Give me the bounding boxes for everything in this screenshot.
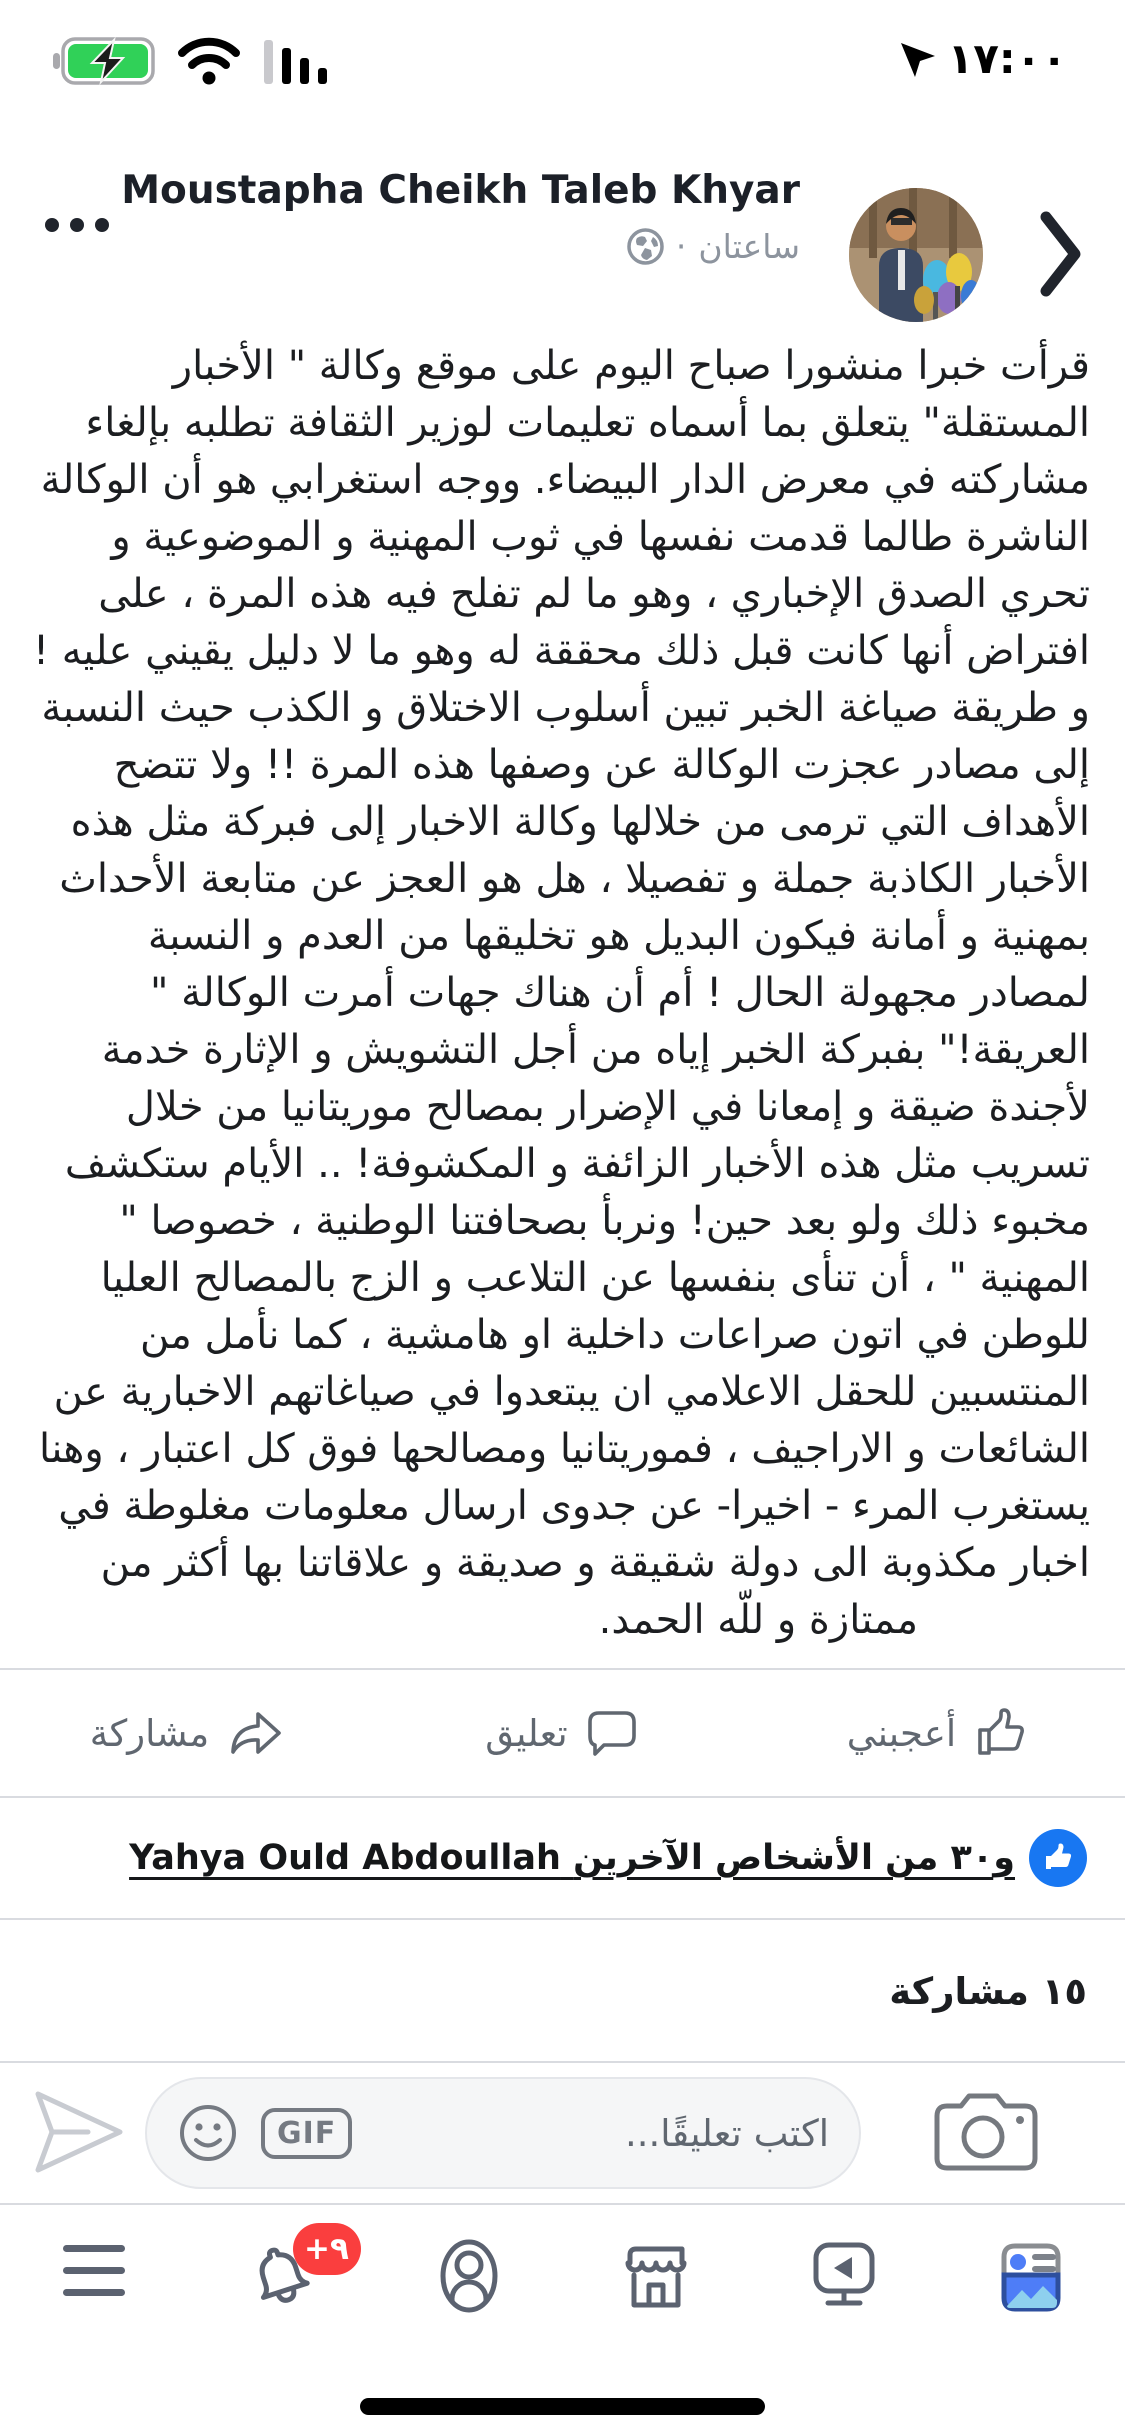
gif-button[interactable]: GIF [261, 2108, 352, 2159]
tab-menu[interactable] [0, 2205, 188, 2365]
comment-bubble-icon [586, 1706, 640, 1760]
post-text-line: ممتازة و للّه الحمد. [598, 1597, 918, 1643]
author-avatar[interactable] [849, 188, 983, 322]
like-label: أعجبني [846, 1711, 957, 1755]
likes-summary-link[interactable] [129, 1838, 1015, 1878]
cellular-signal-icon [262, 36, 342, 86]
globe-privacy-icon [627, 228, 664, 265]
battery-icon [52, 36, 156, 86]
storefront-icon [620, 2237, 692, 2365]
post-text-line: يستغرب المرء - اخيرا- عن جدوى ارسال معلومات مغلوطة في [58, 1483, 1090, 1529]
post-text-line: مشاركته في معرض الدار البيضاء. ووجه استغرابي هو أن الوكالة [40, 457, 1090, 503]
thumbs-up-icon [974, 1706, 1028, 1760]
shares-count-text[interactable]: ١٥ مشاركة [889, 1969, 1087, 2013]
bottom-tab-bar [0, 2205, 1125, 2365]
post-text [32, 338, 1090, 1649]
post-text-line: الأهداف التي ترمى من خلالها وكالة الاخبار إلى فبركة مثل هذه [70, 799, 1090, 845]
comment-button[interactable] [375, 1670, 750, 1796]
post-text-line: تحري الصدق الإخباري ، وهو ما لم تفلح فيه هذه المرة ، على [98, 571, 1090, 617]
author-name[interactable]: Moustapha Cheikh Taleb Khyar [121, 168, 800, 213]
tab-watch[interactable] [750, 2205, 938, 2365]
post-header [0, 150, 1125, 335]
wifi-icon [176, 36, 242, 86]
tab-news-feed[interactable] [938, 2205, 1125, 2365]
status-bar [0, 28, 1125, 92]
post-text-line: لمصادر مجهولة الحال ! أم أن هناك جهات أمرت الوكالة " [149, 970, 1090, 1016]
send-icon[interactable] [28, 2084, 132, 2180]
post-text-line: بمهنية و أمانة فيكون البديل هو تخليقها من العدم و النسبة [147, 913, 1090, 959]
profile-icon [433, 2237, 505, 2365]
post-text-line: لأجندة ضيقة و إمعانا في الإضرار بمصالح موريتانيا من خلال [125, 1084, 1090, 1130]
back-chevron-icon[interactable] [1037, 208, 1085, 300]
post-text-line: الناشرة طالما قدمت نفسها في ثوب المهنية و الموضوعية و [111, 514, 1090, 560]
post-text-line: للوطن في اتون صراعات داخلية او هامشية ، كما نأمل من [139, 1312, 1090, 1358]
comment-label: تعليق [485, 1711, 568, 1755]
home-indicator[interactable] [360, 2398, 765, 2415]
share-button[interactable] [0, 1670, 375, 1796]
shares-row[interactable] [0, 1920, 1125, 2062]
comment-input-pill[interactable] [145, 2077, 861, 2189]
camera-icon[interactable] [927, 2084, 1045, 2180]
liker-name[interactable]: Yahya Ould Abdoullah [129, 1838, 561, 1878]
status-time-group [894, 34, 1067, 83]
post-action-bar [0, 1670, 1125, 1796]
tab-profile[interactable] [375, 2205, 563, 2365]
tab-marketplace[interactable] [563, 2205, 751, 2365]
post-meta [627, 227, 800, 266]
tab-notifications[interactable] [188, 2205, 376, 2365]
status-indicators [52, 36, 342, 86]
news-feed-icon [994, 2237, 1068, 2365]
post-time: ساعتان [698, 227, 800, 266]
comment-input[interactable] [352, 2112, 829, 2155]
watch-video-icon [808, 2237, 880, 2365]
share-arrow-icon [227, 1706, 285, 1760]
meta-separator: · [675, 227, 687, 266]
post-text-line: اخبار مكذوبة الى دولة شقيقة و صديقة و علاقاتنا بها أكثر من [100, 1540, 1090, 1586]
post-text-line: قرأت خبرا منشورا صباح اليوم على موقع وكالة " الأخبار [172, 343, 1090, 389]
likes-summary-row[interactable] [0, 1798, 1125, 1918]
location-arrow-icon [894, 36, 940, 82]
emoji-smiley-icon[interactable] [177, 2102, 239, 2164]
post-text-line: و طريقة صياغة الخبر تبين أسلوب الاختلاق و الكذب حيث النسبة [41, 685, 1090, 731]
share-label: مشاركة [89, 1711, 210, 1755]
likes-others-text[interactable]: و٣٠ من الأشخاص الآخرين [573, 1838, 1015, 1878]
post-text-line: العريقة!" بفبركة الخبر إياه من أجل التشويش و الإثارة خدمة [101, 1027, 1090, 1073]
post-text-line: افتراض أنها كانت قبل ذلك محققة له وهو ما لا دليل يقيني عليه ! [32, 628, 1090, 674]
like-button[interactable] [750, 1670, 1125, 1796]
post-text-line: تسريب مثل هذه الأخبار الزائفة و المكشوفة! .. الأيام ستكشف [64, 1141, 1090, 1187]
clock-time: ١٧:٠٠ [947, 34, 1067, 83]
post-text-line: المنتسبين للحقل الاعلامي ان يبتعدوا في صياغاتهم الاخبارية عن [53, 1369, 1090, 1415]
notification-badge: ٩+ [293, 2223, 361, 2275]
post-text-line: المستقلة" يتعلق بما أسماه تعليمات لوزير الثقافة تطلبه بإلغاء [85, 400, 1090, 446]
post-author-block[interactable] [121, 168, 800, 266]
post-text-line: الأخبار الكاذبة جملة و تفصيلا ، هل هو العجز عن متابعة الأحداث [59, 856, 1090, 902]
post-text-line: الشائعات و الاراجيف ، فموريتانيا ومصالحها فوق كل اعتبار ، وهنا [39, 1426, 1090, 1472]
post-text-line: إلى مصادر عجزت الوكالة عن وصفها هذه المرة !! ولا تتضح [113, 742, 1090, 788]
comment-composer [0, 2062, 1125, 2203]
post-text-line: مخبوء ذلك ولو بعد حين! ونربأ بصحافتنا الوطنية ، خصوصا " [119, 1198, 1090, 1244]
hamburger-menu-icon [59, 2237, 129, 2365]
like-reaction-badge [1029, 1829, 1087, 1887]
post-text-line: المهنية " ، أن تنأى بنفسها عن التلاعب و الزج بالمصالح العليا [100, 1255, 1090, 1301]
more-options-icon[interactable] [45, 218, 109, 232]
